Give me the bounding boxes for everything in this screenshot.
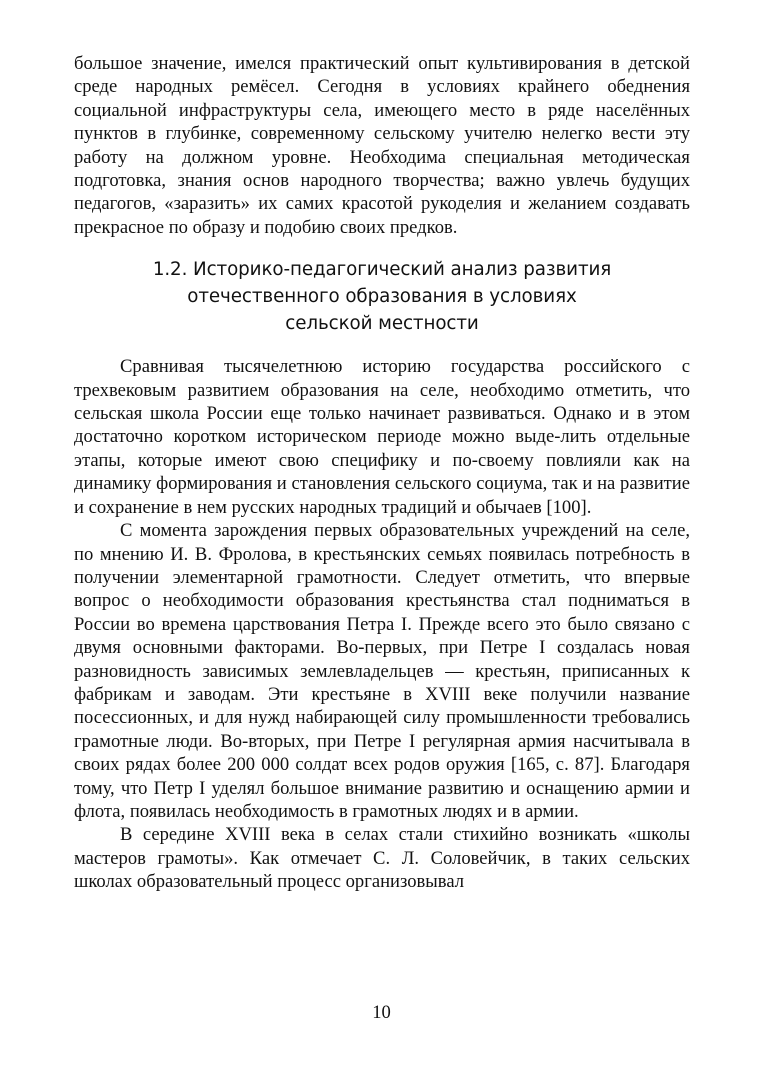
paragraph: Сравнивая тысячелетнюю историю государства российского с трехвековым развитием образования на селе, необходимо отметить, что сельская школа России еще только начинает развиваться. Однако и в этом достаточно коротком историческом периоде можно выде-лить отдельные этапы, которые имеют свою специфику и по-своему повлияли как на динамику формирования и становления сельского социума, так и на развитие и сохранение в нем русских народных традиций и обычаев [100]. xyxy=(74,356,690,518)
page-number: 10 xyxy=(372,1002,391,1023)
section-heading-line-3: сельской местности xyxy=(285,313,479,335)
section-heading xyxy=(74,256,690,337)
section-heading-line-1: 1.2. Историко-педагогический анализ развития xyxy=(152,259,612,281)
section-heading-line-2: отечественного образования в условиях xyxy=(187,286,577,308)
paragraph: С момента зарождения первых образовательных учреждений на селе, по мнению И. В. Фролова, в крестьянских семьях появилась потребность в получении элементарной грамотности. Следует отметить, что впервые вопрос о необходимости образования крестьянства стал подниматься в России во времена царствования Петра I. Прежде всего это было связано с двумя основными факторами. Во-первых, при Петре I создалась новая разновидность зависимых землевладельцев — крестьян, приписанных к фабрикам и заводам. Эти крестьяне в XVIII веке получили название посессионных, и для нужд набирающей силу промышленности требовались грамотные люди. Во-вторых, при Петре I регулярная армия насчитывала в своих рядах более 200 000 солдат всех родов оружия [165, с. 87]. Благодаря тому, что Петр I уделял большое внимание развитию и оснащению армии и флота, появилась необходимость в грамотных людях и в армии. xyxy=(74,520,690,822)
opening-paragraph: большое значение, имелся практический опыт культивирования в детской среде народных ремёсел. Сегодня в условиях крайнего обеднения социальной инфраструктуры села, имеющего место в ряде населённых пунктов в глубинке, современному сельскому учителю нелегко вести эту работу на должном уровне. Необходима специальная методическая подготовка, знания основ народного творчества; важно увлечь будущих педагогов, «заразить» их самих красотой рукоделия и желанием создавать прекрасное по образу и подобию своих предков. xyxy=(74,53,690,238)
document-page xyxy=(74,52,690,894)
paragraph: В середине XVIII века в селах стали стихийно возникать «школы мастеров грамоты». Как отмечает С. Л. Соловейчик, в таких сельских школах образовательный процесс организовывал xyxy=(74,824,690,893)
